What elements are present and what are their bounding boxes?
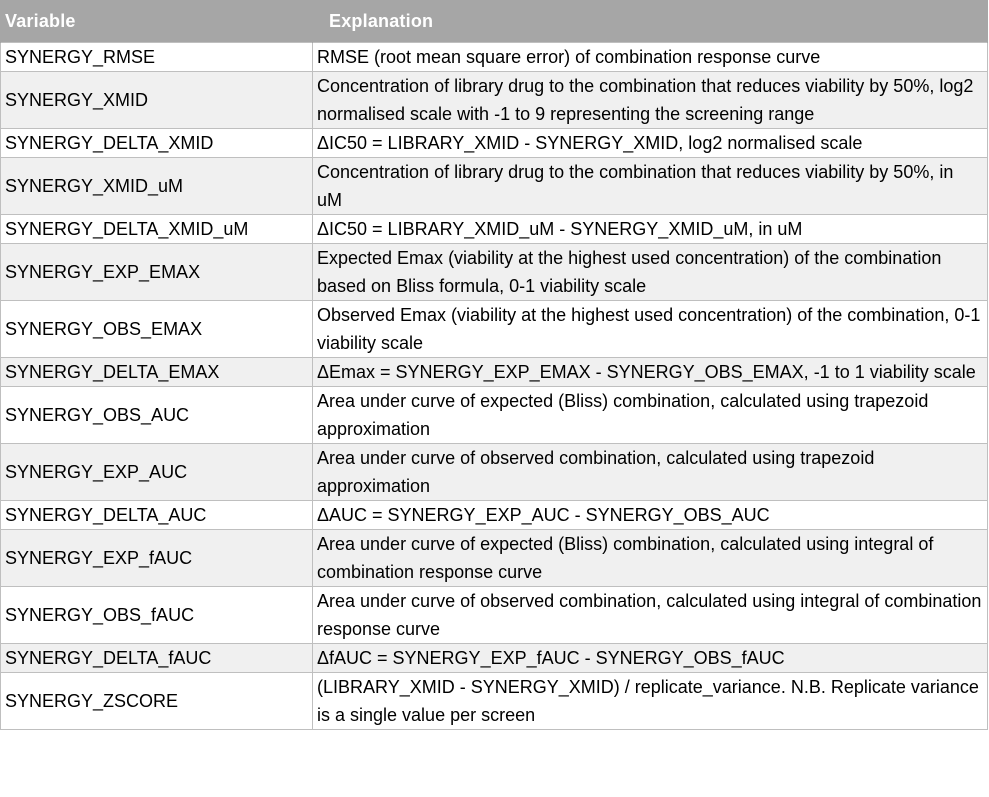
- explanation-cell: Concentration of library drug to the combination that reduces viability by 50%, log2 normalised scale with -1 to 9 representing the screening range: [313, 72, 988, 129]
- explanation-cell: ΔIC50 = LIBRARY_XMID - SYNERGY_XMID, log2 normalised scale: [313, 129, 988, 158]
- table-row: [1, 501, 988, 530]
- explanation-cell: Area under curve of expected (Bliss) combination, calculated using integral of combination response curve: [313, 530, 988, 587]
- variable-cell: SYNERGY_DELTA_EMAX: [1, 358, 313, 387]
- header-variable: Variable: [1, 0, 313, 43]
- table-row: [1, 158, 988, 215]
- table-row: [1, 72, 988, 129]
- variable-cell: SYNERGY_XMID: [1, 72, 313, 129]
- variable-cell: SYNERGY_OBS_fAUC: [1, 587, 313, 644]
- variable-cell: SYNERGY_DELTA_XMID_uM: [1, 215, 313, 244]
- table-row: [1, 301, 988, 358]
- explanation-cell: ΔAUC = SYNERGY_EXP_AUC - SYNERGY_OBS_AUC: [313, 501, 988, 530]
- header-explanation: Explanation: [313, 0, 988, 43]
- table-row: [1, 244, 988, 301]
- variable-cell: SYNERGY_DELTA_XMID: [1, 129, 313, 158]
- explanation-cell: RMSE (root mean square error) of combination response curve: [313, 43, 988, 72]
- table-row: [1, 358, 988, 387]
- table-row: [1, 644, 988, 673]
- explanation-cell: ΔIC50 = LIBRARY_XMID_uM - SYNERGY_XMID_uM, in uM: [313, 215, 988, 244]
- table-row: [1, 444, 988, 501]
- variable-cell: SYNERGY_ZSCORE: [1, 673, 313, 730]
- table-row: [1, 387, 988, 444]
- variable-cell: SYNERGY_EXP_EMAX: [1, 244, 313, 301]
- explanation-cell: Expected Emax (viability at the highest used concentration) of the combination based on Bliss formula, 0-1 viability scale: [313, 244, 988, 301]
- explanation-cell: ΔEmax = SYNERGY_EXP_EMAX - SYNERGY_OBS_EMAX, -1 to 1 viability scale: [313, 358, 988, 387]
- explanation-cell: (LIBRARY_XMID - SYNERGY_XMID) / replicate_variance. N.B. Replicate variance is a single value per screen: [313, 673, 988, 730]
- table-header-row: [1, 0, 988, 43]
- table-row: [1, 587, 988, 644]
- explanation-cell: Concentration of library drug to the combination that reduces viability by 50%, in uM: [313, 158, 988, 215]
- explanation-cell: Area under curve of expected (Bliss) combination, calculated using trapezoid approximation: [313, 387, 988, 444]
- table-row: [1, 673, 988, 730]
- explanation-cell: ΔfAUC = SYNERGY_EXP_fAUC - SYNERGY_OBS_fAUC: [313, 644, 988, 673]
- table-row: [1, 215, 988, 244]
- table-row: [1, 129, 988, 158]
- explanation-cell: Area under curve of observed combination, calculated using trapezoid approximation: [313, 444, 988, 501]
- table-row: [1, 530, 988, 587]
- variable-cell: SYNERGY_OBS_EMAX: [1, 301, 313, 358]
- variable-cell: SYNERGY_DELTA_AUC: [1, 501, 313, 530]
- explanation-cell: Observed Emax (viability at the highest used concentration) of the combination, 0-1 viability scale: [313, 301, 988, 358]
- variable-cell: SYNERGY_OBS_AUC: [1, 387, 313, 444]
- variable-cell: SYNERGY_DELTA_fAUC: [1, 644, 313, 673]
- variable-cell: SYNERGY_RMSE: [1, 43, 313, 72]
- table-row: [1, 43, 988, 72]
- variable-cell: SYNERGY_XMID_uM: [1, 158, 313, 215]
- variable-cell: SYNERGY_EXP_AUC: [1, 444, 313, 501]
- explanation-cell: Area under curve of observed combination, calculated using integral of combination response curve: [313, 587, 988, 644]
- variable-cell: SYNERGY_EXP_fAUC: [1, 530, 313, 587]
